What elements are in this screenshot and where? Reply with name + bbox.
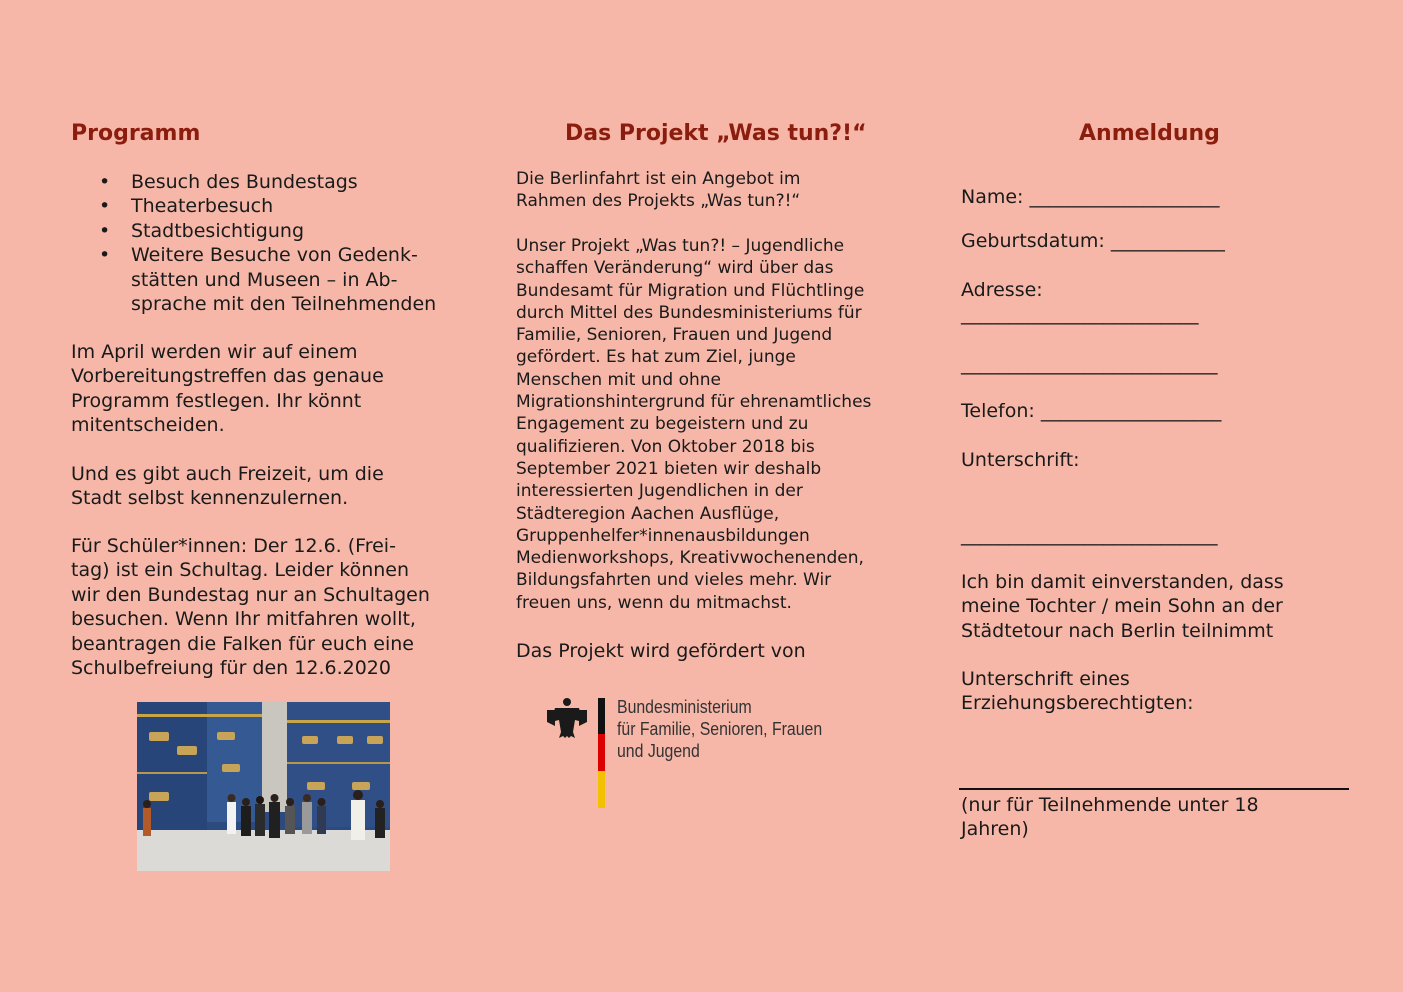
- museum-photo: [137, 702, 390, 871]
- freizeit-paragraph: Und es gibt auch Freizeit, um die Stadt selbst kennenzulernen.: [71, 463, 384, 510]
- projekt-heading: Das Projekt „Was tun?!“: [565, 121, 867, 146]
- name-field[interactable]: Name: ____________________: [961, 186, 1220, 208]
- guardian-label: Unterschrift eines Erziehungsberechtigten:: [961, 668, 1194, 715]
- anmeldung-heading: Anmeldung: [1079, 121, 1220, 146]
- list-item: • Weitere Besuche von Gedenk- stätten und Museen – in Ab- sprache mit den Teilnehmenden: [71, 243, 491, 316]
- projekt-paragraph: Unser Projekt „Was tun?! – Jugendliche schaffen Veränderung“ wird über das Bundesamt für Migration und Flüchtlinge durch Mittel des Bundesministeriums für Familie, Senioren, Frauen und Jugend gefördert. Es hat zum Ziel, junge Menschen mit und ohne Migrationshintergrund für ehrenamtliches Engagement zu begeistern und zu qualifizieren. Von Oktober 2018 bis September 2021 bieten wir deshalb interessierten Jugendlichen in der Städteregion Aachen Ausflüge, Gruppenhelfer*innenausbildungen Medienworkshops, Kreativwochenenden, Bildungsfahrten und vieles mehr. Wir freuen uns, wenn du mitmachst.: [516, 236, 872, 613]
- address-label: Adresse:: [961, 279, 1043, 301]
- guardian-signature-line[interactable]: [959, 788, 1349, 790]
- signature-field[interactable]: ___________________________: [961, 524, 1218, 546]
- funding-text: Das Projekt wird gefördert von: [516, 640, 806, 662]
- list-item: • Stadtbesichtigung: [71, 219, 491, 243]
- april-paragraph: Im April werden wir auf einem Vorbereitungstreffen das genaue Programm festlegen. Ihr könnt mitentscheiden.: [71, 341, 384, 437]
- ministry-logo: [545, 696, 865, 812]
- programm-heading: Programm: [71, 121, 201, 146]
- birthdate-field[interactable]: Geburtsdatum: ____________: [961, 230, 1225, 252]
- eagle-icon: [545, 696, 605, 812]
- schulbefreiung-paragraph: Für Schüler*innen: Der 12.6. (Frei- tag) ist ein Schultag. Leider können wir den Bundestag nur an Schultagen besuchen. Wenn Ihr mitfahren wollt, beantragen die Falken für euch eine Schulbefreiung für den 12.6.2020: [71, 535, 430, 680]
- signature-label: Unterschrift:: [961, 449, 1080, 471]
- program-list: [71, 170, 491, 316]
- list-item: • Theaterbesuch: [71, 194, 491, 218]
- berlinfahrt-paragraph: Die Berlinfahrt ist ein Angebot im Rahmen des Projekts „Was tun?!“: [516, 169, 801, 212]
- address-field-2[interactable]: ___________________________: [961, 353, 1218, 375]
- consent-text: Ich bin damit einverstanden, dass meine Tochter / mein Sohn an der Städtetour nach Berlin teilnimmt: [961, 571, 1284, 642]
- age-note: (nur für Teilnehmende unter 18 Jahren): [961, 794, 1259, 841]
- list-item: • Besuch des Bundestags: [71, 170, 491, 194]
- address-field-1[interactable]: _________________________: [961, 303, 1199, 325]
- phone-field[interactable]: Telefon: ___________________: [961, 400, 1222, 422]
- ministry-name: Bundesministerium für Familie, Senioren, Frauen und Jugend: [617, 697, 823, 761]
